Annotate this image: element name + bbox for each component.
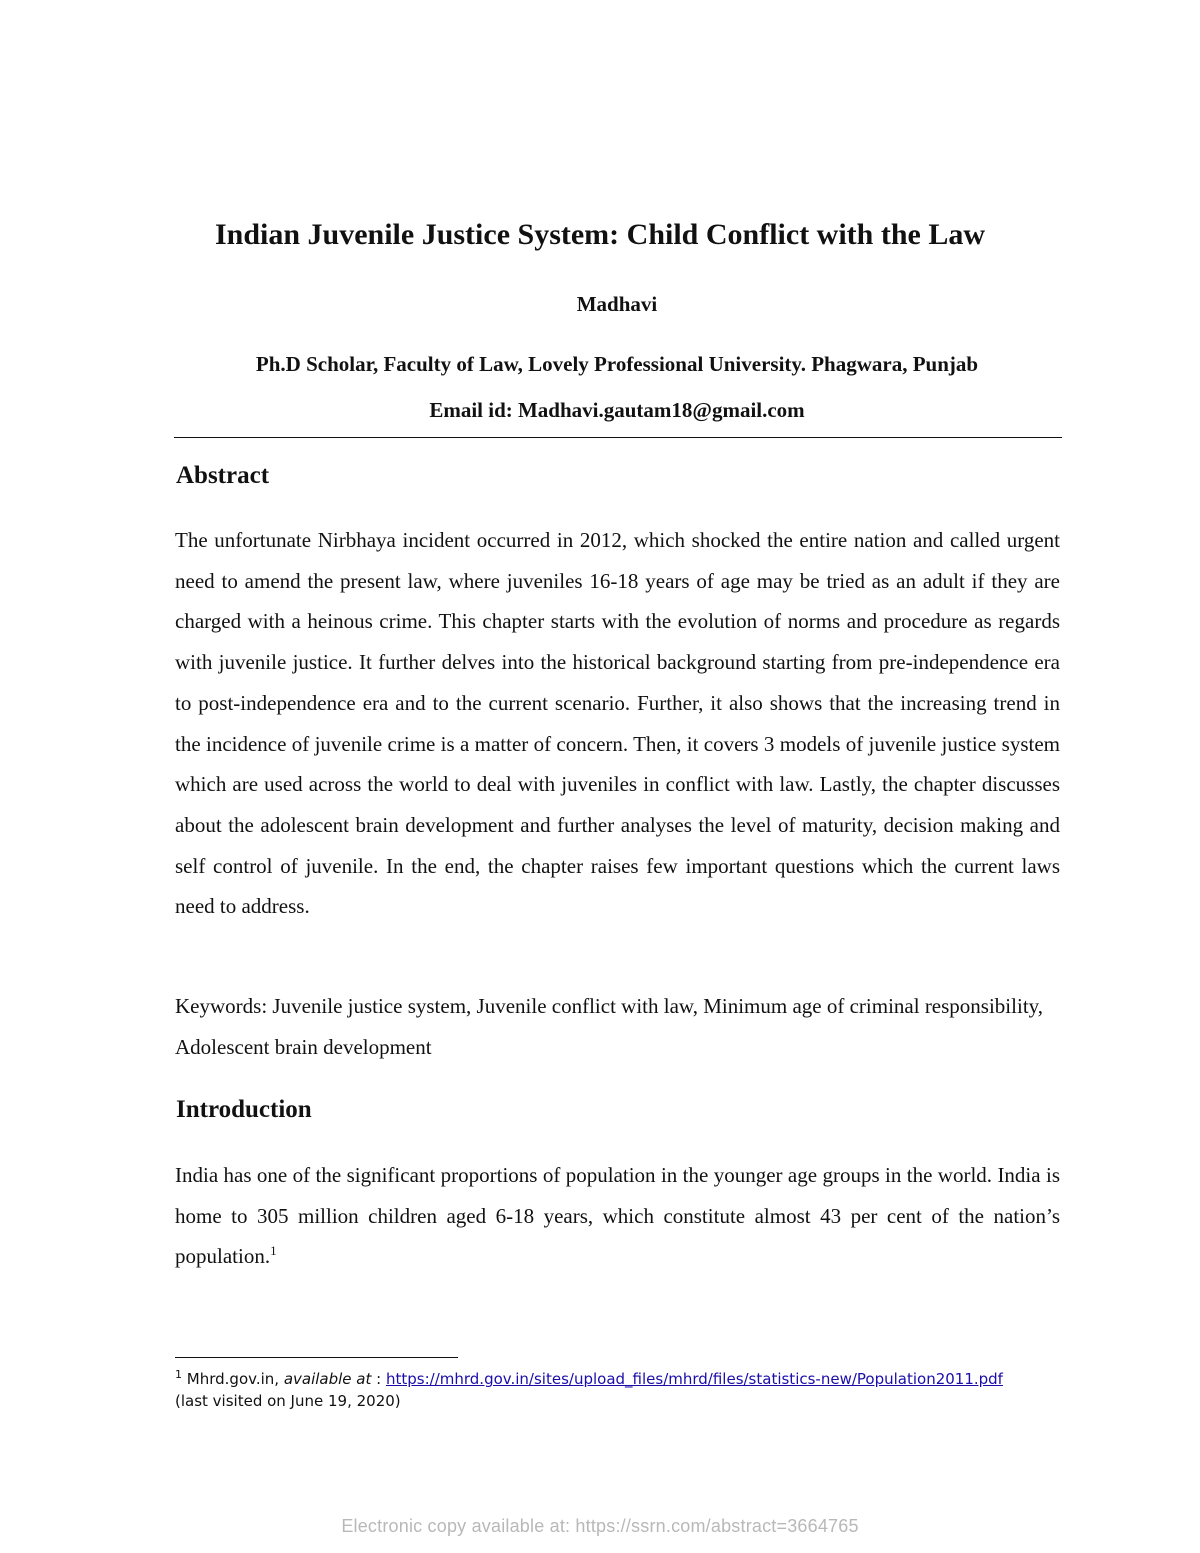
author-name: Madhavi — [576, 292, 658, 316]
keywords-text: Keywords: Juvenile justice system, Juvenile conflict with law, Minimum age of criminal responsibility, Adolescent brain development — [175, 994, 1044, 1059]
footnote-line-2: (last visited on June 19, 2020) — [175, 1392, 401, 1410]
footnote-available-at: available at — [283, 1370, 372, 1388]
header-divider — [174, 437, 1062, 438]
introduction-body: India has one of the significant proportions of population in the younger age groups in the world. India is home to 305 million children aged 6-18 years, which constitute almost 43 per cent of the nation’s population. — [175, 1163, 1060, 1269]
footnote-source: Mhrd.gov.in, — [186, 1370, 280, 1388]
abstract-heading: Abstract — [176, 462, 270, 489]
footnote-number: 1 — [175, 1368, 182, 1381]
footnote-colon: : — [376, 1370, 382, 1388]
paper-title: Indian Juvenile Justice System: Child Conflict with the Law — [214, 218, 986, 251]
author-affiliation: Ph.D Scholar, Faculty of Law, Lovely Professional University. Phagwara, Punjab — [255, 352, 979, 376]
footnote-line-1 — [175, 1368, 1075, 1390]
footnote — [175, 1368, 1075, 1412]
introduction-heading: Introduction — [176, 1096, 312, 1123]
abstract-text: The unfortunate Nirbhaya incident occurred in 2012, which shocked the entire nation and called urgent need to amend the present law, where juveniles 16-18 years of age may be tried as an adult if they are charged with a heinous crime. This chapter starts with the evolution of norms and procedure as regards with juvenile justice. It further delves into the historical background starting from pre-independence era to post-independence era and to the current scenario. Further, it also shows that the increasing trend in the incidence of juvenile crime is a matter of concern. Then, it covers 3 models of juvenile justice system which are used across the world to deal with juveniles in conflict with law. Lastly, the chapter discusses about the adolescent brain development and further analyses the level of maturity, decision making and self control of juvenile. In the end, the chapter raises few important questions which the current laws need to address. — [175, 528, 1060, 919]
introduction-text — [175, 1155, 1060, 1277]
ssrn-watermark: Electronic copy available at: https://ssrn.com/abstract=3664765 — [341, 1516, 859, 1536]
author-email: Email id: Madhavi.gautam18@gmail.com — [429, 398, 805, 422]
footnote-link[interactable]: https://mhrd.gov.in/sites/upload_files/mhrd/files/statistics-new/Population2011.pdf — [386, 1370, 1003, 1388]
footnote-divider — [175, 1357, 458, 1358]
footnote-reference[interactable]: 1 — [270, 1243, 277, 1259]
